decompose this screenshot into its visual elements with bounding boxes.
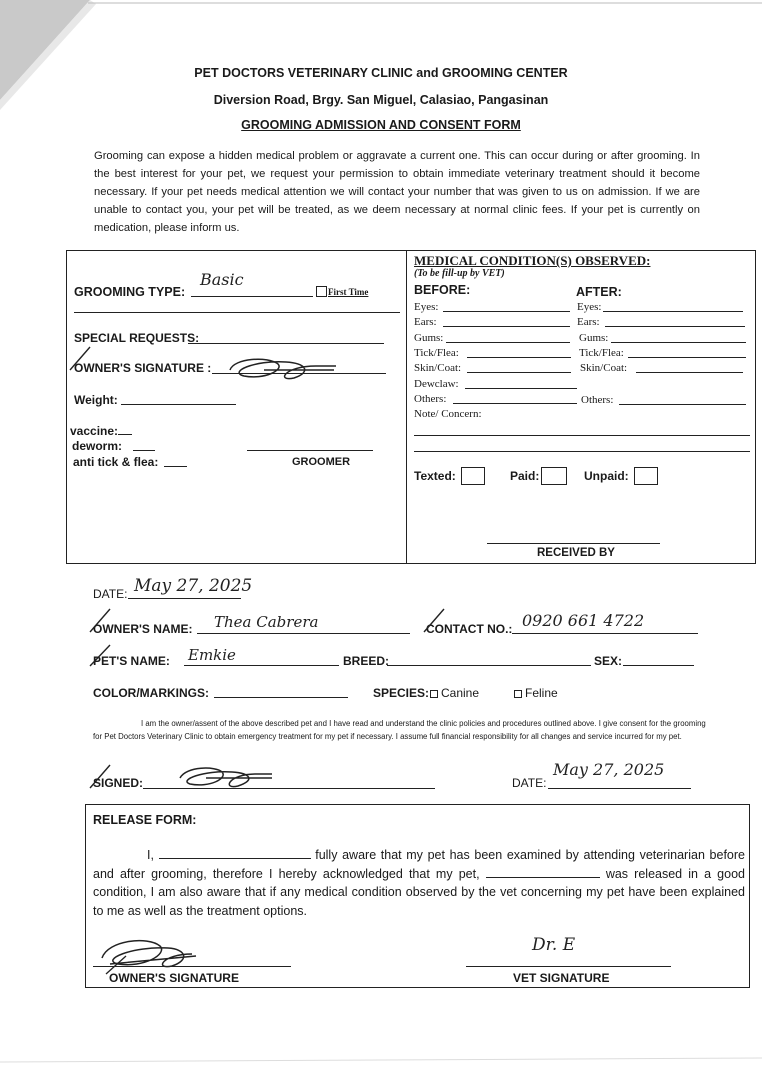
after-others-label: Others: [581,394,614,406]
anti-tick-label: anti tick & flea: [73,455,159,469]
after-eyes-line[interactable] [603,311,743,312]
before-eyes-line[interactable] [443,311,570,312]
vet-signature-line[interactable] [466,966,671,967]
after-ears-label: Ears: [577,316,600,328]
deworm-label: deworm: [72,439,123,453]
consent-signature-scribble [176,762,276,792]
breed-line[interactable] [387,665,591,666]
consent-date-label: DATE: [512,776,547,790]
before-others-line[interactable] [453,403,577,404]
after-gums-line[interactable] [611,342,746,343]
before-tick-line[interactable] [467,357,571,358]
grooming-type-value[interactable]: Basic [200,270,244,289]
color-line[interactable] [214,697,348,698]
contact-value[interactable]: 0920 661 4722 [522,611,645,630]
unpaid-label: Unpaid: [584,469,629,483]
medical-subtitle: (To be fill-up by VET) [414,268,505,279]
after-skin-line[interactable] [636,372,743,373]
contact-strike [422,606,448,634]
before-dewclaw-label: Dewclaw: [414,378,459,390]
first-time-checkbox[interactable] [316,286,327,297]
vet-signature-label: VET SIGNATURE [513,971,610,985]
owner-name-strike [88,606,114,634]
special-requests-label: SPECIAL REQUESTS: [74,331,200,345]
grooming-type-label: GROOMING TYPE: [74,285,186,299]
vaccine-line[interactable] [118,434,132,435]
sex-label: SEX: [594,654,623,668]
consent-date-line [548,788,691,789]
grooming-extra-line [74,312,400,313]
owner-signature-scribble [224,352,340,386]
after-others-line[interactable] [619,404,746,405]
texted-checkbox[interactable] [461,467,485,485]
release-owner-signature-label: OWNER'S SIGNATURE [109,971,239,985]
after-eyes-label: Eyes: [577,301,602,313]
before-others-label: Others: [414,393,447,405]
pet-name-label: PET'S NAME: [93,654,170,668]
medical-title: MEDICAL CONDITION(S) OBSERVED: [414,253,651,268]
before-gums-line[interactable] [446,342,570,343]
owner-signature-label: OWNER'S SIGNATURE : [74,361,212,375]
owner-name-value[interactable]: Thea Cabrera [214,613,319,631]
note-line-1[interactable] [414,435,750,436]
clinic-address: Diversion Road, Brgy. San Miguel, Calasiao, Pangasinan [213,93,549,107]
before-skin-label: Skin/Coat: [414,362,462,374]
before-ears-label: Ears: [414,316,437,328]
anti-tick-line[interactable] [164,466,187,467]
pet-name-line [184,665,339,666]
special-requests-line[interactable] [188,343,384,344]
weight-label: Weight: [74,393,118,407]
release-paragraph [93,846,745,920]
release-text-2: fully aware that my pet has been examined by attending veterinarian before and after grooming, therefore I hereby acknowledged that my pet, [93,848,745,881]
grooming-type-line [191,296,313,297]
feline-label: Feline [525,686,558,700]
intro-paragraph: Grooming can expose a hidden medical problem or aggravate a current one. This can occur during or after grooming. In the best interest for your pet, we request your permission to obtain immediate veterinary treatment should it become necessary. If your pet needs medical attention we will contact your number that was given to us on admission. If we are unable to contact you, your pet will be treated, as we deem necessary at normal clinic fees. If your pet is currently on medication, please inform us. [94,150,700,234]
release-owner-name-blank[interactable] [159,847,311,859]
release-text-3: was released in a good condition, I am also aware that if any medical condition observed by the vet concerning my pet have been explained to me as well as the treatment options. [93,866,745,918]
after-label: AFTER: [576,285,622,299]
release-pet-name-blank[interactable] [486,866,600,878]
date-value[interactable]: May 27, 2025 [134,576,253,596]
note-line-2[interactable] [414,451,750,452]
note-label: Note/ Concern: [414,408,482,420]
species-label: SPECIES: [373,686,430,700]
received-by-label: RECEIVED BY [537,547,615,559]
after-ears-line[interactable] [605,326,745,327]
owner-name-line [197,633,410,634]
received-by-line[interactable] [487,543,660,544]
after-skin-label: Skin/Coat: [580,362,628,374]
before-tick-label: Tick/Flea: [414,347,459,359]
first-time-label: First Time [328,287,369,297]
after-tick-line[interactable] [628,357,746,358]
breed-label: BREED: [343,654,390,668]
vet-initials: Dr. E [532,935,576,955]
signed-label: SIGNED: [93,776,144,790]
consent-text: I am the owner/assent of the above described pet and I have read and understand the clinic policies and procedures outlined above. I give consent for the grooming for Pet Doctors Veterinary Clinic to obtain emergency treatment for my pet if necessary. I assume full financial responsibility for all changes and service incurred for my pet. [93,719,706,741]
clinic-name: PET DOCTORS VETERINARY CLINIC and GROOMING CENTER [194,66,568,80]
date-line [128,598,241,599]
contact-line [512,633,698,634]
groomer-label: GROOMER [292,456,351,468]
contact-label: CONTACT NO.: [426,622,513,636]
owner-label-strike [68,344,94,372]
signed-strike [88,762,114,790]
release-owner-signature-scribble [96,934,206,978]
before-label: BEFORE: [414,283,471,297]
vaccine-label: vaccine: [70,424,119,438]
deworm-line[interactable] [133,450,155,451]
release-i: I, [147,848,154,862]
owner-name-label: OWNER'S NAME: [93,622,193,636]
box-divider [406,251,407,563]
weight-line[interactable] [121,404,236,405]
unpaid-checkbox[interactable] [634,467,658,485]
texted-label: Texted: [414,469,456,483]
feline-checkbox[interactable] [514,690,522,698]
release-title: RELEASE FORM: [93,813,197,827]
before-ears-line[interactable] [443,326,570,327]
before-dewclaw-line[interactable] [465,388,577,389]
before-eyes-label: Eyes: [414,301,439,313]
canine-label: Canine [441,686,480,700]
before-gums-label: Gums: [414,332,444,344]
groomer-line[interactable] [247,450,373,451]
form-title: GROOMING ADMISSION AND CONSENT FORM [241,118,521,132]
paid-label: Paid: [510,469,540,483]
before-skin-line[interactable] [467,372,571,373]
paid-checkbox[interactable] [541,467,567,485]
sex-line[interactable] [623,665,694,666]
color-label: COLOR/MARKINGS: [93,686,209,700]
pet-name-value[interactable]: Emkie [188,646,236,664]
date-label: DATE: [93,587,128,601]
after-gums-label: Gums: [579,332,609,344]
consent-date-value[interactable]: May 27, 2025 [553,760,665,779]
after-tick-label: Tick/Flea: [579,347,624,359]
canine-checkbox[interactable] [430,690,438,698]
pet-name-strike [88,642,114,668]
